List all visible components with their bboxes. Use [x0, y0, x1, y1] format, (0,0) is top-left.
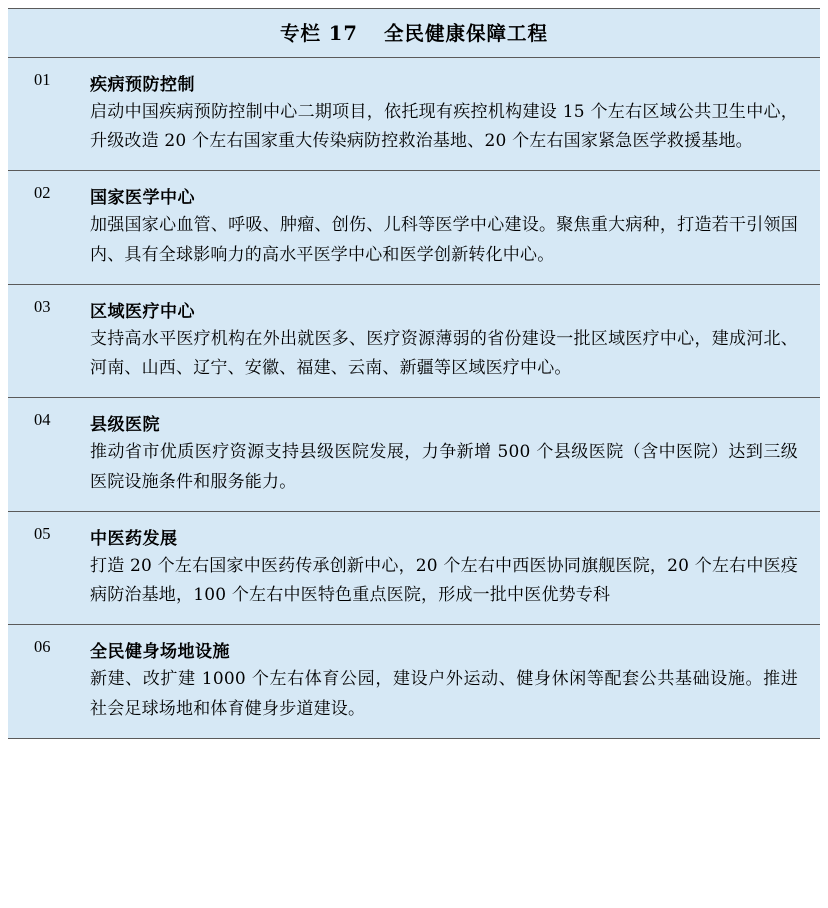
- row-content: [90, 284, 820, 397]
- table-row: [8, 58, 820, 171]
- row-heading: 中医药发展: [90, 528, 178, 549]
- row-number: 05: [8, 511, 90, 624]
- row-number: 03: [8, 284, 90, 397]
- box-title-label: 专栏 17: [280, 22, 358, 45]
- row-number: 06: [34, 637, 51, 657]
- row-number: 04: [8, 398, 90, 511]
- row-heading: 疾病预防控制: [90, 75, 195, 95]
- table-row: [8, 625, 820, 738]
- row-content: [90, 398, 820, 511]
- table-row: [8, 511, 820, 624]
- row-content: [90, 625, 820, 738]
- row-heading: 国家医学中心: [90, 188, 195, 209]
- box-title-cell: [8, 9, 820, 58]
- table-row: [8, 398, 820, 511]
- row-heading: 全民健身场地设施: [90, 642, 230, 663]
- row-number: 01: [8, 58, 90, 171]
- row-heading: 县级医院: [90, 415, 160, 436]
- box-title: [280, 22, 548, 45]
- row-body: 打造 20 个左右国家中医药传承创新中心，20 个左右中西医协同旗舰医院，20 个左右中医疫病防治基地，100 个左右中医特色重点医院，形成一批中医优势专科: [90, 555, 798, 606]
- row-body: 启动中国疾病预防控制中心二期项目，依托现有疾控机构建设 15 个左右区域公共卫生中心，升级改造 20 个左右国家重大传染病防控救治基地、20 个左右国家紧急医学救援基地。: [90, 102, 798, 152]
- row-content: [90, 58, 820, 171]
- box-title-row: [8, 9, 820, 58]
- row-body: 加强国家心血管、呼吸、肿瘤、创伤、儿科等医学中心建设。聚焦重大病种，打造若干引领国内、具有全球影响力的高水平医学中心和医学创新转化中心。: [90, 215, 798, 265]
- row-body: 支持高水平医疗机构在外出就医多、医疗资源薄弱的省份建设一批区域医疗中心，建成河北、河南、山西、辽宁、安徽、福建、云南、新疆等区域医疗中心。: [90, 328, 798, 379]
- row-heading: 区域医疗中心: [90, 301, 195, 322]
- row-content: [90, 511, 820, 624]
- row-number: 02: [8, 171, 90, 284]
- table-row: [8, 284, 820, 397]
- box-title-text: 全民健康保障工程: [383, 22, 548, 45]
- row-body: 新建、改扩建 1000 个左右体育公园，建设户外运动、健身休闲等配套公共基础设施。推进社会足球场地和体育健身步道建设。: [90, 669, 798, 719]
- row-body: 推动省市优质医疗资源支持县级医院发展，力争新增 500 个县级医院（含中医院）达到三级医院设施条件和服务能力。: [90, 442, 798, 492]
- table-row: [8, 171, 820, 284]
- highlight-box-table: [8, 8, 820, 739]
- row-content: [90, 171, 820, 284]
